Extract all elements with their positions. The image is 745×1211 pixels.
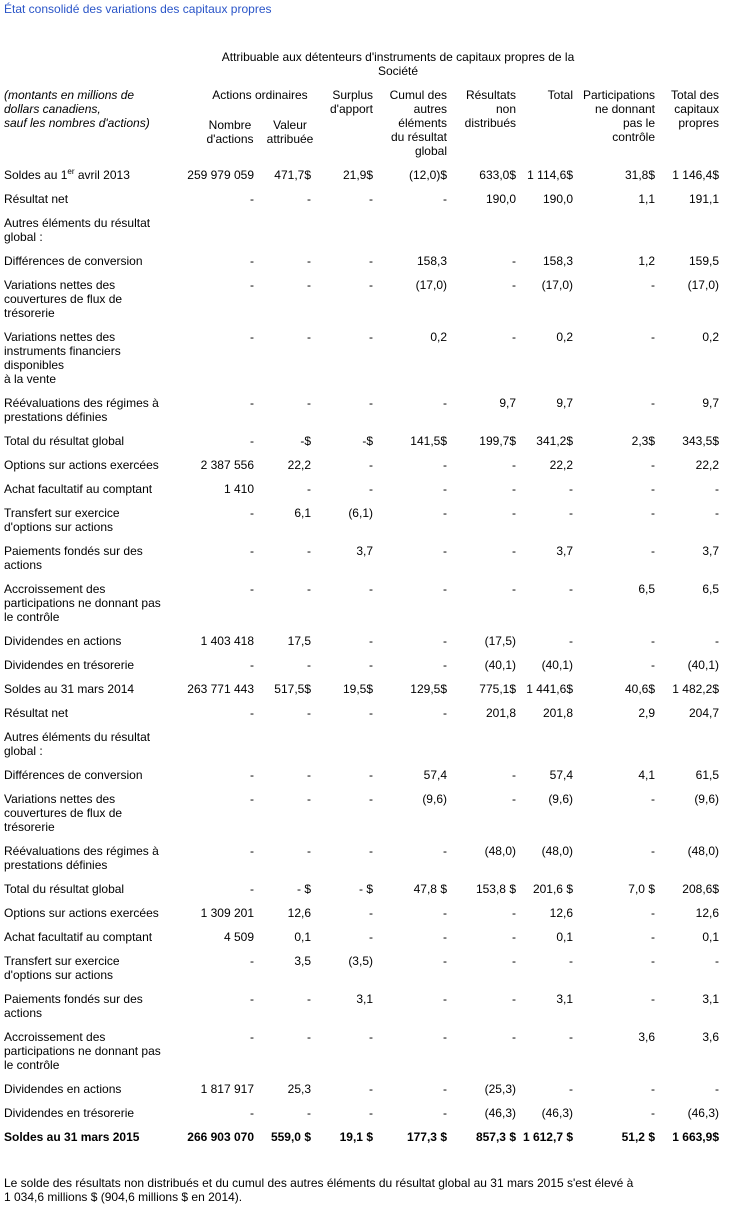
cell-nombre: -: [250, 992, 254, 1006]
header-cumul: Cumul des autres éléments du résultat global: [389, 88, 447, 158]
cell-valeur: 12,6: [287, 906, 311, 920]
row-label: Paiements fondés sur des actions: [4, 992, 143, 1020]
cell-participations: -: [651, 844, 655, 858]
cell-resultats: -: [512, 930, 516, 944]
cell-valeur: -: [307, 396, 311, 410]
cell-resultats: (48,0): [484, 844, 516, 858]
cell-total-cp: 208,6$: [682, 882, 719, 896]
cell-cumul: -: [443, 544, 447, 558]
cell-total: -: [569, 482, 573, 496]
cell-surplus: -: [369, 1030, 373, 1044]
cell-cumul: (9,6): [422, 792, 447, 806]
cell-surplus: (6,1): [348, 506, 373, 520]
cell-resultats: (40,1): [484, 658, 516, 672]
cell-nombre: 263 771 443: [187, 682, 254, 696]
cell-valeur: - $: [296, 882, 311, 896]
cell-valeur: -$: [300, 434, 311, 448]
cell-resultats: (25,3): [484, 1082, 516, 1096]
cell-total: (9,6): [548, 792, 573, 806]
cell-surplus: 21,9$: [342, 168, 373, 182]
cell-total-cp: 1 146,4$: [672, 168, 719, 182]
cell-participations: -: [651, 930, 655, 944]
cell-cumul: -: [443, 906, 447, 920]
cell-total: 57,4: [549, 768, 573, 782]
header-surplus: Surplus d'apport: [330, 88, 373, 116]
cell-resultats: 201,8: [485, 706, 516, 720]
cell-cumul: -: [443, 706, 447, 720]
cell-total: (40,1): [541, 658, 573, 672]
cell-surplus: (3,5): [348, 954, 373, 968]
cell-total-cp: 3,6: [702, 1030, 719, 1044]
cell-nombre: 266 903 070: [187, 1130, 254, 1144]
cell-participations: -: [651, 396, 655, 410]
cell-cumul: 57,4: [423, 768, 447, 782]
cell-total: 201,8: [542, 706, 573, 720]
cell-cumul: -: [443, 658, 447, 672]
cell-valeur: -: [307, 192, 311, 206]
cell-surplus: -: [369, 192, 373, 206]
group-header: Attribuable aux détenteurs d'instruments de capitaux propres de la Société: [221, 50, 575, 78]
cell-total-cp: 3,7: [702, 544, 719, 558]
cell-participations: -: [651, 482, 655, 496]
cell-total: 12,6: [549, 906, 573, 920]
cell-nombre: 259 979 059: [187, 168, 254, 182]
cell-surplus: 19,5$: [342, 682, 373, 696]
cell-nombre: -: [250, 1106, 254, 1120]
row-label: Transfert sur exercice d'options sur actions: [4, 954, 120, 982]
cell-participations: -: [651, 278, 655, 292]
row-label: Variations nettes des couvertures de flux de trésorerie: [4, 278, 123, 320]
cell-valeur: 517,5$: [274, 682, 311, 696]
cell-valeur: -: [307, 844, 311, 858]
row-label: Soldes au 1er avril 2013: [4, 167, 130, 182]
cell-total: 190,0: [542, 192, 573, 206]
cell-total-cp: 1 663,9$: [672, 1130, 719, 1144]
cell-total: 22,2: [549, 458, 573, 472]
cell-surplus: -: [369, 844, 373, 858]
cell-total-cp: 9,7: [702, 396, 719, 410]
cell-total: -: [569, 634, 573, 648]
cell-total-cp: (46,3): [687, 1106, 719, 1120]
row-label: Total du résultat global: [4, 434, 125, 448]
cell-surplus: -: [369, 458, 373, 472]
cell-valeur: 0,1: [294, 930, 311, 944]
cell-surplus: -$: [362, 434, 373, 448]
cell-surplus: -: [369, 930, 373, 944]
cell-nombre: -: [250, 330, 254, 344]
cell-total-cp: 3,1: [702, 992, 719, 1006]
cell-surplus: -: [369, 396, 373, 410]
cell-participations: -: [651, 792, 655, 806]
cell-resultats: -: [512, 330, 516, 344]
header-total: Total: [547, 88, 573, 102]
row-label: Soldes au 31 mars 2015: [4, 1130, 140, 1144]
cell-participations: 1,2: [638, 254, 655, 268]
cell-surplus: -: [369, 634, 373, 648]
cell-resultats: -: [512, 768, 516, 782]
cell-valeur: 3,5: [294, 954, 311, 968]
cell-nombre: 1 817 917: [200, 1082, 254, 1096]
cell-resultats: 199,7$: [479, 434, 516, 448]
cell-cumul: 129,5$: [410, 682, 447, 696]
cell-valeur: -: [307, 482, 311, 496]
cell-surplus: -: [369, 254, 373, 268]
cell-total-cp: (17,0): [687, 278, 719, 292]
cell-cumul: -: [443, 192, 447, 206]
cell-cumul: -: [443, 458, 447, 472]
cell-resultats: -: [512, 482, 516, 496]
cell-cumul: -: [443, 844, 447, 858]
cell-resultats: -: [512, 278, 516, 292]
cell-cumul: -: [443, 954, 447, 968]
cell-valeur: -: [307, 254, 311, 268]
cell-nombre: -: [250, 544, 254, 558]
cell-participations: 6,5: [638, 582, 655, 596]
cell-surplus: 3,1: [356, 992, 373, 1006]
cell-total: 341,2$: [536, 434, 573, 448]
cell-resultats: -: [512, 992, 516, 1006]
cell-participations: 4,1: [638, 768, 655, 782]
row-label: Dividendes en actions: [4, 1082, 122, 1096]
cell-resultats: -: [512, 582, 516, 596]
cell-surplus: - $: [358, 882, 373, 896]
row-label: Variations nettes des instruments financiers disponibles à la vente: [4, 330, 121, 386]
cell-cumul: -: [443, 482, 447, 496]
cell-total-cp: 204,7: [688, 706, 719, 720]
cell-valeur: -: [307, 582, 311, 596]
cell-nombre: -: [250, 396, 254, 410]
row-label: Dividendes en actions: [4, 634, 122, 648]
header-actions-ordinaires: Actions ordinaires: [212, 88, 308, 102]
cell-cumul: 141,5$: [410, 434, 447, 448]
row-label: Variations nettes des couvertures de flux de trésorerie: [4, 792, 123, 834]
units-note: (montants en millions de dollars canadiens, sauf les nombres d'actions): [4, 88, 150, 130]
row-label: Achat facultatif au comptant: [4, 930, 153, 944]
cell-valeur: -: [307, 658, 311, 672]
cell-surplus: 3,7: [356, 544, 373, 558]
cell-cumul: 158,3: [416, 254, 447, 268]
cell-surplus: 19,1 $: [339, 1130, 373, 1144]
cell-total-cp: 159,5: [688, 254, 719, 268]
row-label: Dividendes en trésorerie: [4, 1106, 135, 1120]
cell-participations: -: [651, 992, 655, 1006]
cell-total-cp: -: [715, 634, 719, 648]
cell-valeur: 471,7$: [274, 168, 311, 182]
cell-participations: 1,1: [638, 192, 655, 206]
cell-total: 3,1: [556, 992, 573, 1006]
cell-nombre: 1 309 201: [200, 906, 254, 920]
cell-total: 1 612,7 $: [522, 1130, 573, 1144]
cell-total-cp: -: [715, 482, 719, 496]
cell-total-cp: 191,1: [688, 192, 719, 206]
cell-total: 0,2: [556, 330, 573, 344]
row-label: Résultat net: [4, 192, 69, 206]
cell-total: (17,0): [541, 278, 573, 292]
cell-nombre: -: [250, 792, 254, 806]
cell-nombre: -: [250, 658, 254, 672]
cell-nombre: 2 387 556: [200, 458, 254, 472]
cell-resultats: 775,1$: [479, 682, 516, 696]
cell-participations: -: [651, 544, 655, 558]
header-total-capitaux: Total des capitaux propres: [670, 88, 719, 130]
cell-participations: -: [651, 954, 655, 968]
cell-cumul: -: [443, 930, 447, 944]
cell-participations: 51,2 $: [621, 1130, 655, 1144]
cell-surplus: -: [369, 906, 373, 920]
cell-total: -: [569, 1030, 573, 1044]
cell-cumul: -: [443, 506, 447, 520]
row-label: Total du résultat global: [4, 882, 125, 896]
cell-resultats: -: [512, 1030, 516, 1044]
header-nombre-actions: Nombre d'actions: [206, 118, 254, 146]
cell-cumul: -: [443, 1106, 447, 1120]
cell-valeur: 25,3: [287, 1082, 311, 1096]
cell-total: 1 441,6$: [526, 682, 573, 696]
cell-cumul: 0,2: [430, 330, 447, 344]
cell-cumul: -: [443, 396, 447, 410]
cell-total-cp: 343,5$: [682, 434, 719, 448]
cell-surplus: -: [369, 278, 373, 292]
cell-participations: -: [651, 658, 655, 672]
header-participations: Participations ne donnant pas le contrôle: [582, 88, 655, 144]
row-label: Autres éléments du résultat global :: [4, 216, 151, 244]
row-label: Réévaluations des régimes à prestations définies: [4, 396, 159, 424]
cell-nombre: -: [250, 254, 254, 268]
cell-cumul: -: [443, 582, 447, 596]
cell-nombre: -: [250, 954, 254, 968]
cell-total-cp: 0,2: [702, 330, 719, 344]
cell-total-cp: -: [715, 1082, 719, 1096]
cell-participations: 7,0 $: [628, 882, 655, 896]
cell-resultats: (17,5): [484, 634, 516, 648]
cell-total: (46,3): [541, 1106, 573, 1120]
cell-total: -: [569, 954, 573, 968]
cell-resultats: -: [512, 506, 516, 520]
cell-valeur: -: [307, 1030, 311, 1044]
cell-total: (48,0): [541, 844, 573, 858]
cell-participations: -: [651, 330, 655, 344]
cell-participations: -: [651, 1082, 655, 1096]
row-label: Réévaluations des régimes à prestations définies: [4, 844, 159, 872]
cell-total-cp: (40,1): [687, 658, 719, 672]
cell-resultats: -: [512, 458, 516, 472]
cell-nombre: 1 410: [223, 482, 254, 496]
statement-title: État consolidé des variations des capitaux propres: [4, 2, 272, 16]
row-label: Dividendes en trésorerie: [4, 658, 135, 672]
cell-total-cp: -: [715, 506, 719, 520]
cell-participations: 2,9: [638, 706, 655, 720]
cell-resultats: 190,0: [485, 192, 516, 206]
cell-nombre: 1 403 418: [200, 634, 254, 648]
cell-nombre: -: [250, 434, 254, 448]
cell-valeur: -: [307, 544, 311, 558]
cell-total: 0,1: [556, 930, 573, 944]
cell-total-cp: -: [715, 954, 719, 968]
cell-resultats: (46,3): [484, 1106, 516, 1120]
row-label: Soldes au 31 mars 2014: [4, 682, 135, 696]
cell-cumul: (12,0)$: [408, 168, 447, 182]
cell-nombre: -: [250, 582, 254, 596]
cell-valeur: -: [307, 792, 311, 806]
cell-cumul: -: [443, 992, 447, 1006]
cell-total: -: [569, 582, 573, 596]
cell-valeur: -: [307, 992, 311, 1006]
cell-resultats: 153,8 $: [475, 882, 516, 896]
cell-resultats: 9,7: [499, 396, 516, 410]
cell-total-cp: 6,5: [702, 582, 719, 596]
row-label: Options sur actions exercées: [4, 458, 159, 472]
cell-resultats: 857,3 $: [475, 1130, 516, 1144]
cell-surplus: -: [369, 792, 373, 806]
cell-participations: -: [651, 458, 655, 472]
cell-surplus: -: [369, 582, 373, 596]
row-label: Autres éléments du résultat global :: [4, 730, 151, 758]
cell-valeur: -: [307, 1106, 311, 1120]
row-label: Résultat net: [4, 706, 69, 720]
cell-cumul: 47,8 $: [413, 882, 447, 896]
cell-surplus: -: [369, 330, 373, 344]
cell-valeur: 22,2: [287, 458, 311, 472]
cell-resultats: -: [512, 544, 516, 558]
cell-total-cp: 0,1: [702, 930, 719, 944]
row-label: Paiements fondés sur des actions: [4, 544, 143, 572]
cell-valeur: 6,1: [294, 506, 311, 520]
row-label: Options sur actions exercées: [4, 906, 159, 920]
cell-participations: 40,6$: [624, 682, 655, 696]
cell-total-cp: 12,6: [695, 906, 719, 920]
cell-surplus: -: [369, 768, 373, 782]
cell-total: 158,3: [542, 254, 573, 268]
cell-nombre: -: [250, 882, 254, 896]
row-label: Accroissement des participations ne donnant pas le contrôle: [4, 582, 161, 624]
cell-surplus: -: [369, 1082, 373, 1096]
cell-resultats: -: [512, 792, 516, 806]
cell-resultats: -: [512, 906, 516, 920]
cell-cumul: (17,0): [415, 278, 447, 292]
cell-resultats: -: [512, 254, 516, 268]
cell-surplus: -: [369, 482, 373, 496]
cell-total-cp: 1 482,2$: [672, 682, 719, 696]
cell-nombre: 4 509: [223, 930, 254, 944]
cell-participations: -: [651, 906, 655, 920]
cell-surplus: -: [369, 658, 373, 672]
cell-nombre: -: [250, 844, 254, 858]
cell-valeur: 17,5: [287, 634, 311, 648]
cell-valeur: 559,0 $: [270, 1130, 311, 1144]
cell-nombre: -: [250, 278, 254, 292]
cell-total: 201,6 $: [532, 882, 573, 896]
cell-cumul: 177,3 $: [406, 1130, 447, 1144]
cell-participations: 2,3$: [631, 434, 655, 448]
cell-nombre: -: [250, 506, 254, 520]
cell-nombre: -: [250, 706, 254, 720]
header-valeur-attribuee: Valeur attribuée: [266, 118, 314, 146]
cell-participations: -: [651, 506, 655, 520]
cell-cumul: -: [443, 1082, 447, 1096]
cell-total-cp: 22,2: [695, 458, 719, 472]
cell-participations: 3,6: [638, 1030, 655, 1044]
cell-total-cp: (9,6): [694, 792, 719, 806]
row-label: Accroissement des participations ne donnant pas le contrôle: [4, 1030, 161, 1072]
cell-nombre: -: [250, 192, 254, 206]
cell-total: -: [569, 506, 573, 520]
cell-nombre: -: [250, 768, 254, 782]
cell-surplus: -: [369, 1106, 373, 1120]
cell-resultats: -: [512, 954, 516, 968]
cell-resultats: 633,0$: [479, 168, 516, 182]
cell-cumul: -: [443, 634, 447, 648]
cell-valeur: -: [307, 278, 311, 292]
row-label: Achat facultatif au comptant: [4, 482, 153, 496]
header-resultats: Résultats non distribués: [464, 88, 516, 130]
cell-nombre: -: [250, 1030, 254, 1044]
cell-total-cp: (48,0): [687, 844, 719, 858]
cell-participations: -: [651, 1106, 655, 1120]
cell-total: 9,7: [556, 396, 573, 410]
cell-surplus: -: [369, 706, 373, 720]
cell-total: -: [569, 1082, 573, 1096]
cell-total-cp: 61,5: [695, 768, 719, 782]
cell-participations: -: [651, 634, 655, 648]
row-label: Différences de conversion: [4, 768, 143, 782]
cell-total: 1 114,6$: [527, 168, 573, 182]
cell-cumul: -: [443, 1030, 447, 1044]
cell-total: 3,7: [556, 544, 573, 558]
row-label: Différences de conversion: [4, 254, 143, 268]
row-label: Transfert sur exercice d'options sur actions: [4, 506, 120, 534]
cell-valeur: -: [307, 768, 311, 782]
cell-valeur: -: [307, 330, 311, 344]
cell-participations: 31,8$: [624, 168, 655, 182]
cell-valeur: -: [307, 706, 311, 720]
footnote: Le solde des résultats non distribués et du cumul des autres éléments du résultat global au 31 mars 2015 s'est élevé à 1 034,6 millions $ (904,6 millions $ en 2014).: [4, 1176, 634, 1204]
